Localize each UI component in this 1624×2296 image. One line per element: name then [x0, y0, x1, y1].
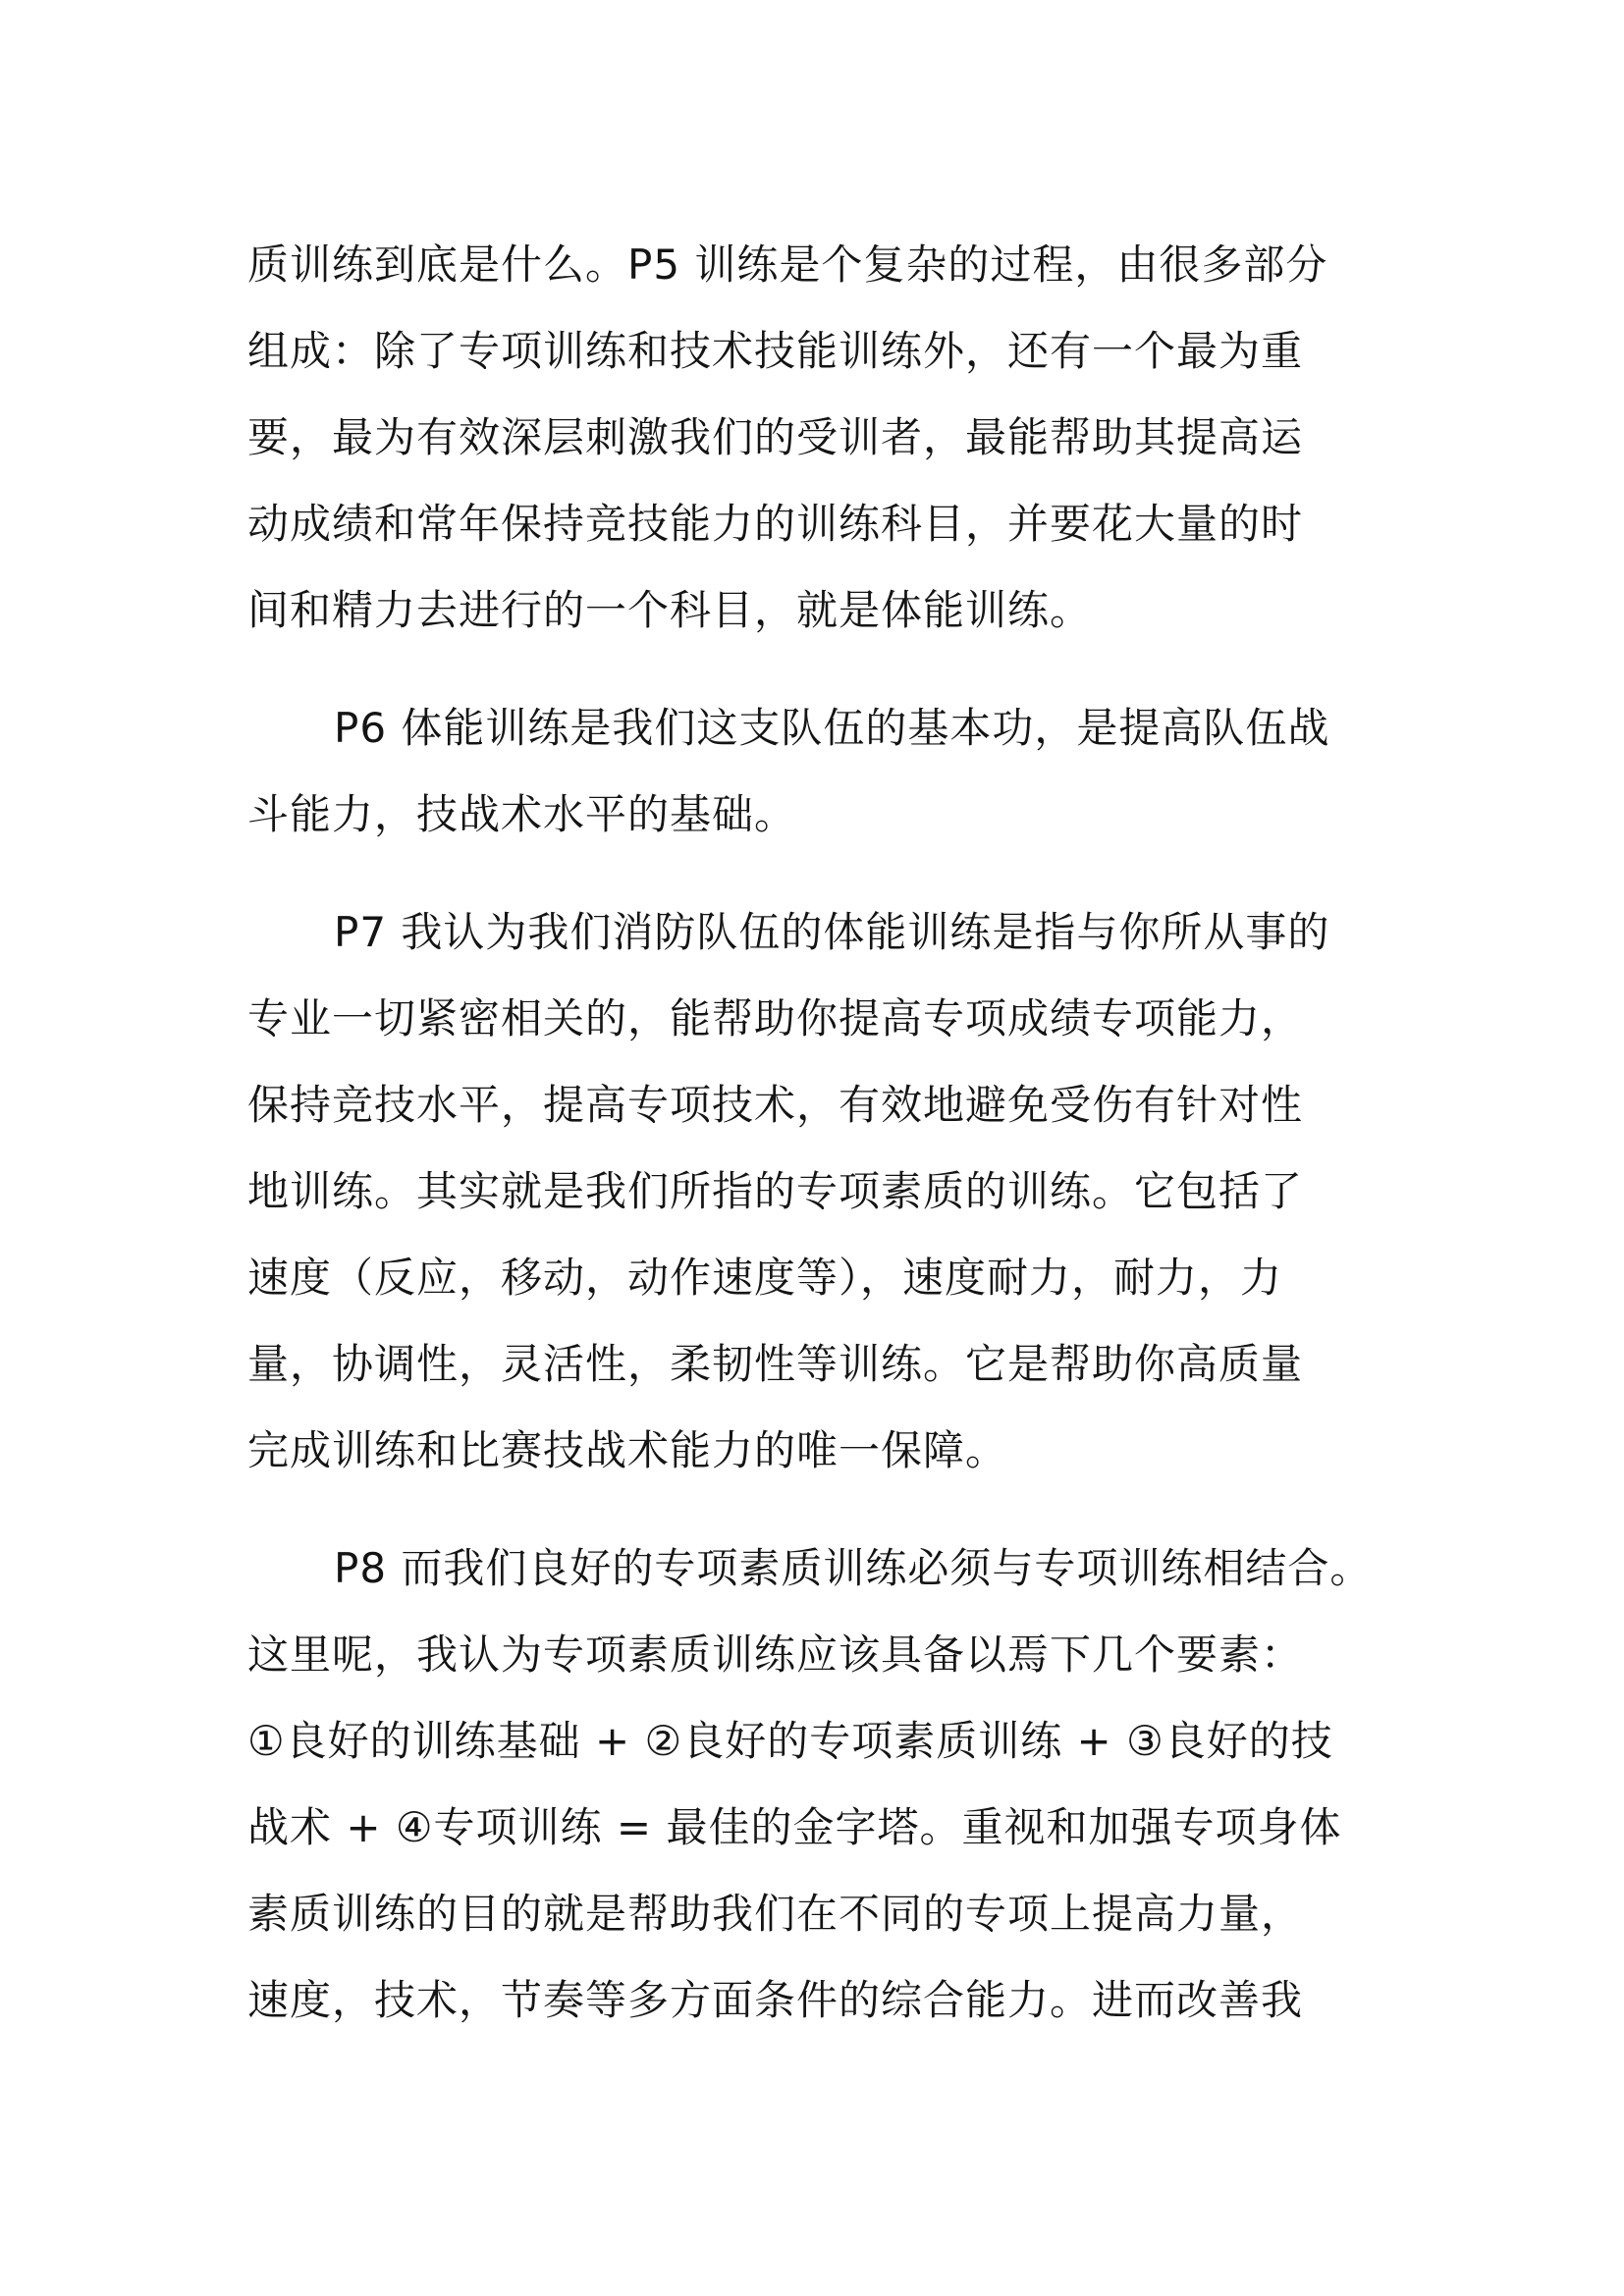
paragraph-continued: [247, 222, 1386, 654]
text-line: ①良好的训练基础 + ②良好的专项素质训练 + ③良好的技: [247, 1717, 1333, 1765]
text-line: P6 体能训练是我们这支队伍的基本功，是提高队伍战: [334, 704, 1330, 752]
paragraph-p6: [247, 685, 1386, 858]
text-line: 质训练到底是什么。P5 训练是个复杂的过程，由很多部分: [247, 240, 1328, 289]
text-line: 完成训练和比赛技战术能力的唯一保障。: [247, 1426, 1008, 1474]
text-line: 保持竞技水平，提高专项技术，有效地避免受伤有针对性: [247, 1081, 1304, 1129]
text-line: 组成：除了专项训练和技术技能训练外，还有一个最为重: [247, 327, 1304, 375]
text-line: 专业一切紧密相关的，能帮助你提高专项成绩专项能力，: [247, 994, 1304, 1042]
text-line: 动成绩和常年保持竞技能力的训练科目，并要花大量的时: [247, 500, 1304, 548]
text-line: 地训练。其实就是我们所指的专项素质的训练。它包括了: [247, 1167, 1304, 1215]
paragraph-p7: [247, 889, 1386, 1494]
text-line: 量，协调性，灵活性，柔韧性等训练。它是帮助你高质量: [247, 1340, 1304, 1388]
text-line: P7 我认为我们消防队伍的体能训练是指与你所从事的: [334, 908, 1330, 956]
paragraph-p8: [247, 1525, 1386, 2044]
text-line: 间和精力去进行的一个科目，就是体能训练。: [247, 586, 1093, 634]
text-line: 素质训练的目的就是帮助我们在不同的专项上提高力量，: [247, 1890, 1304, 1938]
text-line: 这里呢，我认为专项素质训练应该具备以焉下几个要素：: [247, 1630, 1304, 1679]
text-line: 要，最为有效深层刺激我们的受训者，最能帮助其提高运: [247, 413, 1304, 461]
text-line: P8 而我们良好的专项素质训练必须与专项训练相结合。: [334, 1544, 1373, 1592]
text-line: 战术 + ④专项训练 = 最佳的金字塔。重视和加强专项身体: [247, 1803, 1342, 1851]
text-line: 速度（反应，移动，动作速度等），速度耐力，耐力，力: [247, 1254, 1283, 1302]
text-line: 斗能力，技战术水平的基础。: [247, 790, 797, 838]
text-line: 速度，技术，节奏等多方面条件的综合能力。进而改善我: [247, 1976, 1304, 2024]
document-body: [247, 222, 1386, 2044]
